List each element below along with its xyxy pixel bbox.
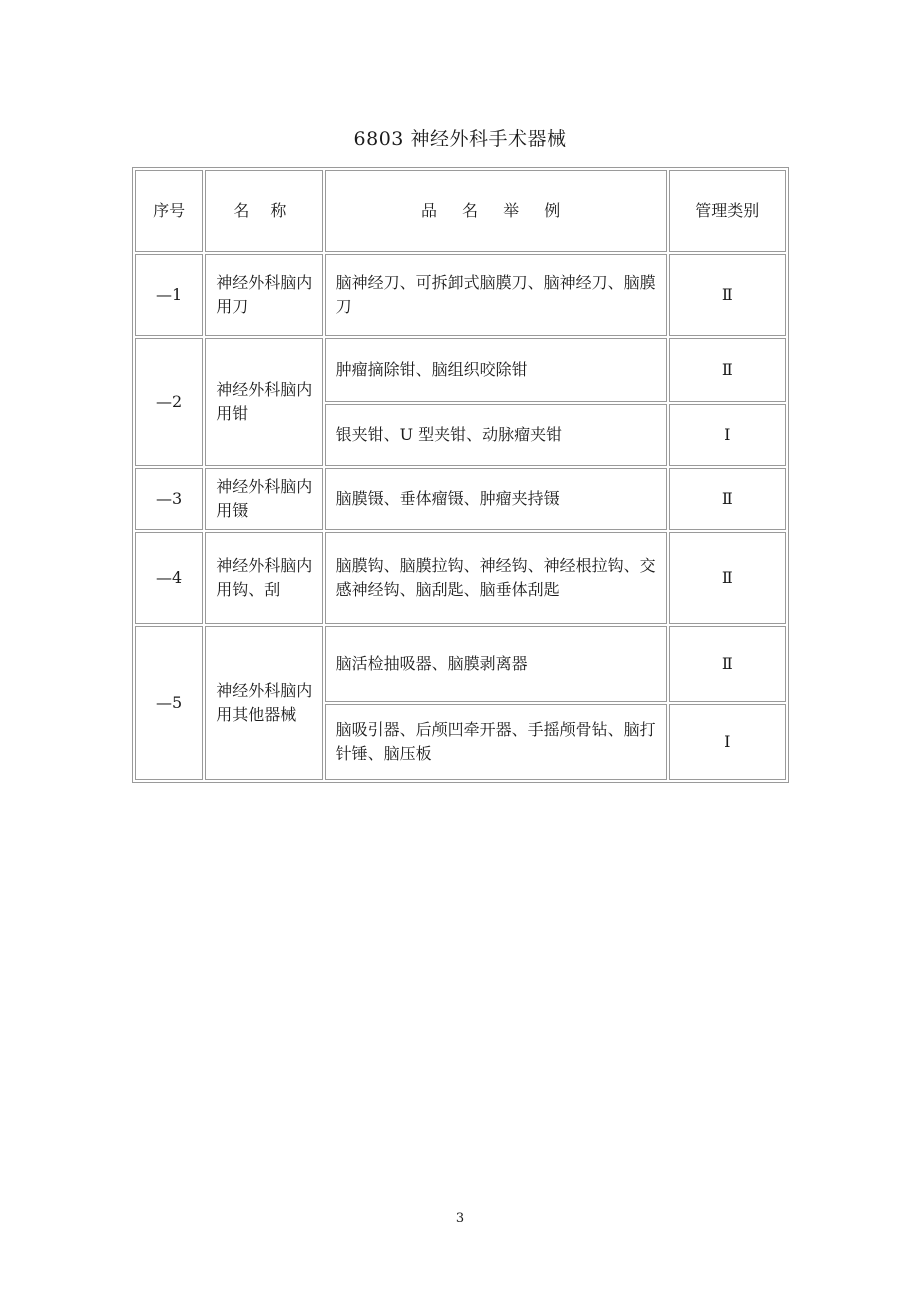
row-class: Ⅱ: [669, 626, 786, 702]
row-seq: —2: [135, 338, 203, 466]
row-examples: 脑膜钩、脑膜拉钩、神经钩、神经根拉钩、交感神经钩、脑刮匙、脑垂体刮匙: [325, 532, 667, 624]
row-class: Ⅱ: [669, 532, 786, 624]
row-name: 神经外科脑内用其他器械: [205, 626, 322, 780]
row-class: Ⅱ: [669, 468, 786, 530]
row-seq: —4: [135, 532, 203, 624]
row-seq: —5: [135, 626, 203, 780]
header-examples: 品 名 举 例: [325, 170, 667, 252]
row-class: Ⅱ: [669, 254, 786, 336]
table-row: [135, 468, 786, 530]
page-number: 3: [455, 1211, 465, 1226]
table-header-row: [135, 170, 786, 252]
table-row: [135, 532, 786, 624]
row-name: 神经外科脑内用钳: [205, 338, 322, 466]
row-name: 神经外科脑内用刀: [205, 254, 322, 336]
table-row: [135, 338, 786, 402]
row-seq: —1: [135, 254, 203, 336]
row-class: Ⅰ: [669, 704, 786, 780]
header-name: 名 称: [205, 170, 322, 252]
row-name: 神经外科脑内用钩、刮: [205, 532, 322, 624]
row-examples: 肿瘤摘除钳、脑组织咬除钳: [325, 338, 667, 402]
document-title: 6803 神经外科手术器械: [353, 128, 567, 150]
row-name: 神经外科脑内用镊: [205, 468, 322, 530]
header-seq: 序号: [135, 170, 203, 252]
row-class: Ⅰ: [669, 404, 786, 466]
row-examples: 脑活检抽吸器、脑膜剥离器: [325, 626, 667, 702]
header-class: 管理类别: [669, 170, 786, 252]
row-examples: 脑膜镊、垂体瘤镊、肿瘤夹持镊: [325, 468, 667, 530]
row-examples: 脑神经刀、可拆卸式脑膜刀、脑神经刀、脑膜刀: [325, 254, 667, 336]
table-row: [135, 254, 786, 336]
row-class: Ⅱ: [669, 338, 786, 402]
row-seq: —3: [135, 468, 203, 530]
device-catalog-table: [132, 167, 789, 783]
row-examples: 脑吸引器、后颅凹牵开器、手摇颅骨钻、脑打针锤、脑压板: [325, 704, 667, 780]
row-examples: 银夹钳、U 型夹钳、动脉瘤夹钳: [325, 404, 667, 466]
table-row: [135, 626, 786, 702]
